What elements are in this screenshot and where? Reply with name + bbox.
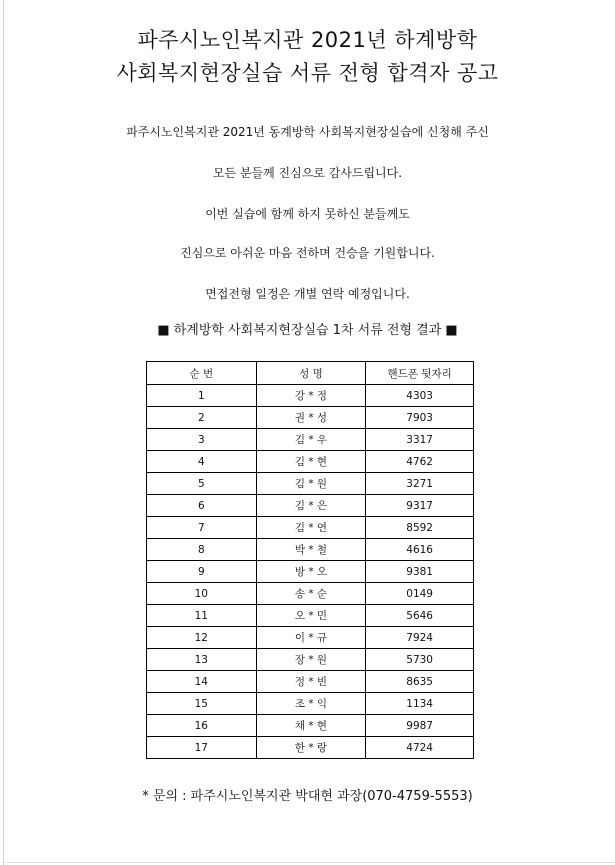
- cell-number: 5: [147, 473, 257, 495]
- table-row: [147, 561, 474, 583]
- cell-phone: 1134: [366, 693, 474, 715]
- cell-number: 14: [147, 671, 257, 693]
- table-row: [147, 407, 474, 429]
- cell-number: 3: [147, 429, 257, 451]
- cell-number: 9: [147, 561, 257, 583]
- cell-name: 채 * 현: [256, 715, 366, 737]
- cell-phone: 9987: [366, 715, 474, 737]
- header-number: 순 번: [147, 362, 257, 385]
- cell-phone: 8635: [366, 671, 474, 693]
- cell-phone: 4762: [366, 451, 474, 473]
- results-table: [146, 361, 474, 759]
- cell-name: 이 * 규: [256, 627, 366, 649]
- cell-name: 송 * 순: [256, 583, 366, 605]
- cell-phone: 9317: [366, 495, 474, 517]
- cell-phone: 3271: [366, 473, 474, 495]
- cell-phone: 0149: [366, 583, 474, 605]
- cell-number: 10: [147, 583, 257, 605]
- cell-name: 강 * 정: [256, 385, 366, 407]
- table-row: [147, 495, 474, 517]
- cell-name: 한 * 랑: [256, 737, 366, 759]
- section-heading: ■ 하계방학 사회복지현장실습 1차 서류 전형 결과 ■: [157, 323, 458, 338]
- cell-name: 김 * 우: [256, 429, 366, 451]
- header-name: 성 명: [256, 362, 366, 385]
- cell-number: 8: [147, 539, 257, 561]
- table-row: [147, 385, 474, 407]
- cell-phone: 3317: [366, 429, 474, 451]
- cell-number: 17: [147, 737, 257, 759]
- table-row: [147, 583, 474, 605]
- cell-phone: 8592: [366, 517, 474, 539]
- cell-number: 15: [147, 693, 257, 715]
- title-line-2: 사회복지현장실습 서류 전형 합격자 공고: [116, 61, 499, 85]
- intro-line-4: 진심으로 아쉬운 마음 전하며 건승을 기원합니다.: [180, 246, 435, 260]
- cell-name: 김 * 원: [256, 473, 366, 495]
- table-row: [147, 517, 474, 539]
- cell-number: 7: [147, 517, 257, 539]
- cell-number: 6: [147, 495, 257, 517]
- header-phone: 핸드폰 뒷자리: [366, 362, 474, 385]
- cell-phone: 5646: [366, 605, 474, 627]
- contact-info: * 문의 : 파주시노인복지관 박대현 과장(070-4759-5553): [142, 789, 473, 804]
- table-row: [147, 473, 474, 495]
- cell-name: 방 * 오: [256, 561, 366, 583]
- cell-name: 박 * 철: [256, 539, 366, 561]
- cell-name: 정 * 빈: [256, 671, 366, 693]
- cell-name: 김 * 연: [256, 517, 366, 539]
- table-header-row: [147, 362, 474, 385]
- table-row: [147, 737, 474, 759]
- title-line-1: 파주시노인복지관 2021년 하계방학: [137, 28, 478, 52]
- cell-name: 권 * 성: [256, 407, 366, 429]
- table-row: [147, 649, 474, 671]
- cell-name: 김 * 은: [256, 495, 366, 517]
- cell-phone: 7924: [366, 627, 474, 649]
- table-row: [147, 627, 474, 649]
- cell-number: 1: [147, 385, 257, 407]
- cell-number: 16: [147, 715, 257, 737]
- table-row: [147, 671, 474, 693]
- page-bottom-border: [3, 862, 615, 863]
- intro-line-2: 모든 분들께 진심으로 감사드립니다.: [212, 166, 403, 180]
- cell-number: 11: [147, 605, 257, 627]
- cell-phone: 4616: [366, 539, 474, 561]
- intro-line-3: 이번 실습에 함께 하지 못하신 분들께도: [205, 207, 410, 221]
- table-row: [147, 429, 474, 451]
- cell-number: 4: [147, 451, 257, 473]
- intro-line-5: 면접전형 일정은 개별 연락 예정입니다.: [205, 287, 410, 301]
- table-row: [147, 693, 474, 715]
- table-row: [147, 715, 474, 737]
- cell-number: 12: [147, 627, 257, 649]
- cell-number: 13: [147, 649, 257, 671]
- cell-phone: 5730: [366, 649, 474, 671]
- table-row: [147, 451, 474, 473]
- table-row: [147, 539, 474, 561]
- cell-number: 2: [147, 407, 257, 429]
- cell-name: 오 * 민: [256, 605, 366, 627]
- cell-name: 조 * 익: [256, 693, 366, 715]
- cell-phone: 7903: [366, 407, 474, 429]
- cell-phone: 9381: [366, 561, 474, 583]
- table-row: [147, 605, 474, 627]
- cell-name: 장 * 원: [256, 649, 366, 671]
- cell-phone: 4724: [366, 737, 474, 759]
- intro-line-1: 파주시노인복지관 2021년 동계방학 사회복지현장실습에 신청해 주신: [126, 125, 489, 139]
- cell-name: 김 * 현: [256, 451, 366, 473]
- cell-phone: 4303: [366, 385, 474, 407]
